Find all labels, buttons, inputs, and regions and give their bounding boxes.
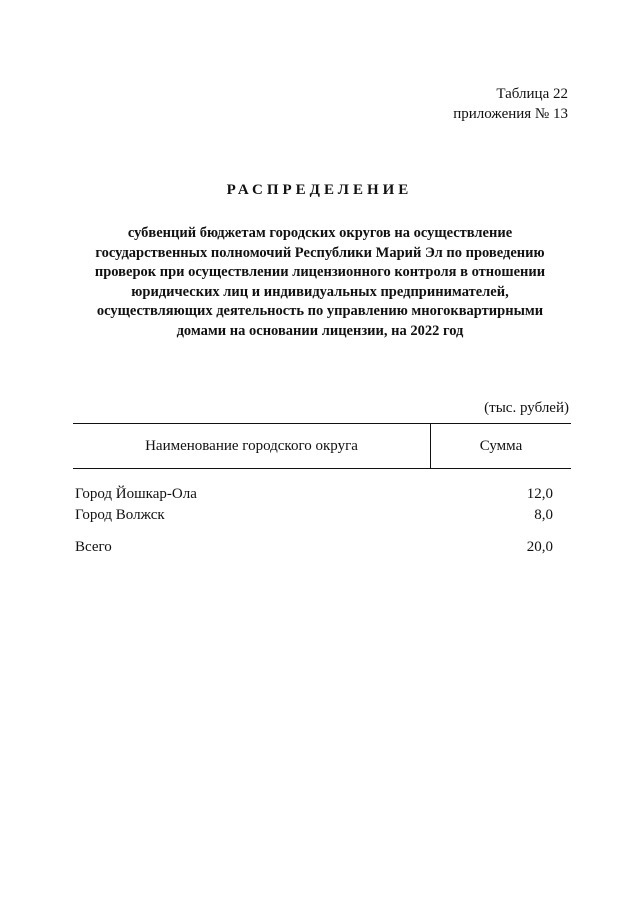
table-total-row bbox=[75, 537, 553, 557]
row-amount: 12,0 bbox=[526, 486, 553, 502]
table-number: Таблица 22 bbox=[496, 86, 568, 102]
total-amount: 20,0 bbox=[526, 539, 553, 555]
row-name: Город Волжск bbox=[75, 507, 165, 523]
subtitle-line: осуществляющих деятельность по управлению многоквартирными bbox=[96, 303, 544, 319]
table-header bbox=[73, 423, 571, 469]
appendix-number: приложения № 13 bbox=[453, 106, 568, 122]
subtitle-line: юридических лиц и индивидуальных предпринимателей, bbox=[131, 283, 509, 300]
subtitle-line: проверок при осуществлении лицензионного контроля в отношении bbox=[94, 264, 546, 280]
subtitle-line: домами на основании лицензии, на 2022 год bbox=[176, 322, 464, 339]
table-row bbox=[75, 505, 553, 525]
table-row bbox=[75, 484, 553, 504]
subtitle-line: государственных полномочий Республики Марий Эл по проведению bbox=[95, 244, 545, 261]
units-label: (тыс. рублей) bbox=[484, 400, 569, 416]
subtitle-line: субвенций бюджетам городских округов на осуществление bbox=[127, 225, 513, 241]
document-subtitle bbox=[70, 224, 570, 341]
document-title: РАСПРЕДЕЛЕНИЕ bbox=[226, 182, 413, 198]
row-amount: 8,0 bbox=[534, 507, 553, 523]
column-header-amount: Сумма bbox=[479, 437, 523, 454]
table-reference bbox=[453, 84, 568, 124]
total-label: Всего bbox=[75, 539, 112, 555]
row-name: Город Йошкар-Ола bbox=[75, 486, 197, 502]
column-header-name: Наименование городского округа bbox=[73, 424, 431, 468]
